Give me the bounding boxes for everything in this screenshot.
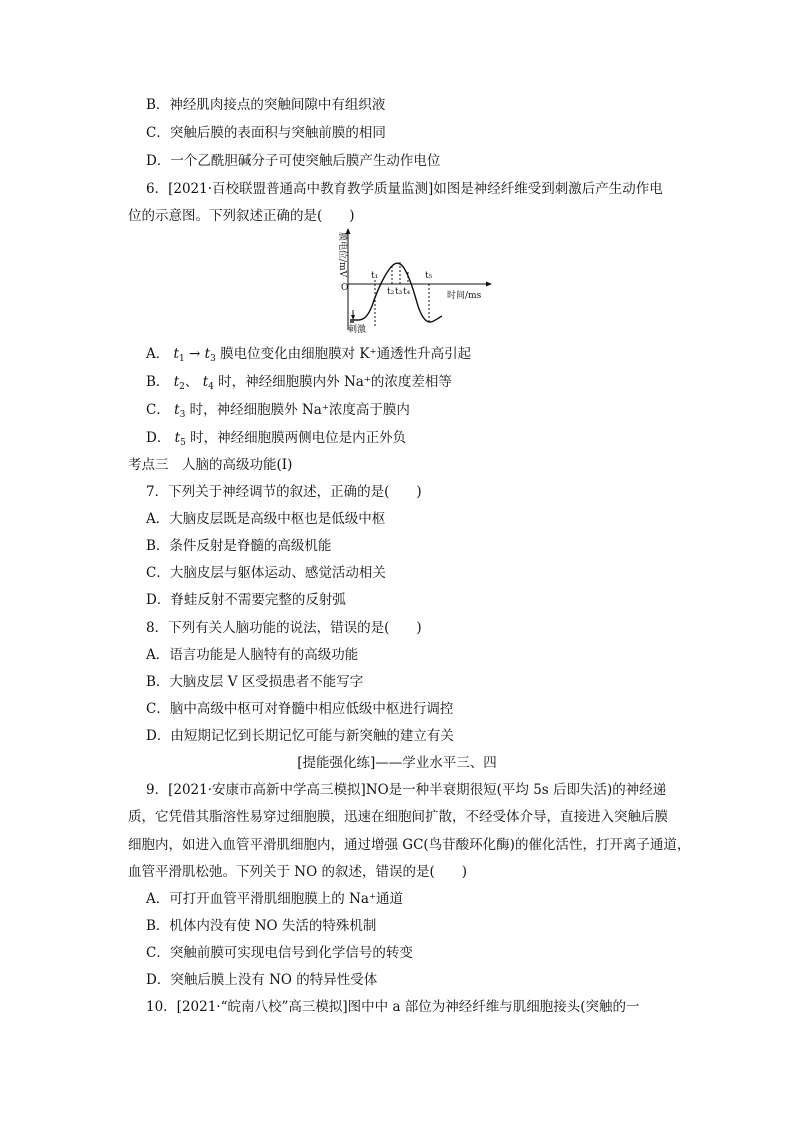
option-c-prefix: C．	[146, 402, 170, 418]
subscript: 1	[178, 354, 185, 364]
t1-label: t₁	[371, 271, 379, 281]
option-c-text: 时，神经细胞膜外 Na⁺浓度高于膜内	[189, 402, 410, 418]
comma: 、	[184, 374, 199, 390]
t2-label: t₂	[387, 287, 395, 297]
question-9-option-c: C．突触前膜可实现电信号到化学信号的转变	[146, 945, 413, 961]
question-9-line-3: 细胞内，如进入血管平滑肌细胞内，通过增强 GC(鸟苷酸环化酶)的催化活性，打开离子通道，	[128, 837, 691, 853]
question-7: 7．下列关于神经调节的叙述，正确的是( )	[146, 484, 422, 500]
option-c-prev: C．突触后膜的表面积与突触前膜的相同	[146, 125, 386, 141]
x-axis-label: 时间/ms	[447, 291, 482, 301]
option-b-text: 时，神经细胞膜内外 Na⁺的浓度差相等	[218, 374, 452, 390]
question-8: 8．下列有关人脑功能的说法，错误的是( )	[146, 620, 422, 636]
question-6-line-1: 6．[2021·百校联盟普通高中教育教学质量监测]如图是神经纤维受到刺激后产生动作电	[146, 181, 663, 197]
subscript: 3	[210, 354, 216, 364]
t-symbol: t	[174, 430, 181, 446]
t-symbol: t	[204, 346, 211, 362]
option-b-prev: B．神经肌肉接点的突触间隙中有组织液	[146, 97, 386, 113]
subscript: 5	[180, 438, 186, 448]
stimulus-label: 刺激	[348, 325, 367, 335]
question-8-option-d: D．由短期记忆到长期记忆可能与新突触的建立有关	[146, 728, 454, 744]
option-a-prefix: A．	[146, 346, 170, 362]
question-9-line-4: 血管平滑肌松弛。下列关于 NO 的叙述，错误的是( )	[128, 864, 467, 880]
t3-label: t₃	[395, 287, 403, 297]
question-6-option-a	[146, 345, 471, 368]
question-8-option-c: C．脑中高级中枢可对脊髓中相应低级中枢进行调控	[146, 701, 454, 717]
question-6-option-d	[146, 429, 406, 452]
question-7-option-d: D．脊蛙反射不需要完整的反射弧	[146, 592, 346, 608]
x-axis-arrow	[486, 282, 492, 287]
question-9-line-1: 9．[2021·安康市高新中学高三模拟]NO是一种半衰期很短(平均 5s 后即失活)的神经递	[146, 782, 667, 798]
option-d-prefix: D．	[146, 430, 171, 446]
question-9-option-a: A．可打开血管平滑肌细胞膜上的 Na⁺通道	[146, 891, 404, 907]
question-7-option-c: C．大脑皮层与躯体运动、感觉活动相关	[146, 565, 386, 581]
y-axis-label: 膜电位/mV	[337, 232, 347, 278]
question-9-option-d: D．突触后膜上没有 NO 的特异性受体	[146, 972, 378, 988]
question-8-option-a: A．语言功能是人脑特有的高级功能	[146, 647, 359, 663]
question-6-option-b	[146, 373, 452, 396]
question-9-option-b: B．机体内没有使 NO 失活的特殊机制	[146, 918, 377, 934]
question-8-option-b: B．大脑皮层 V 区受损患者不能写字	[146, 674, 364, 690]
t-symbol: t	[202, 374, 209, 390]
t5-label: t₅	[425, 271, 433, 281]
question-7-option-a: A．大脑皮层既是高级中枢也是低级中枢	[146, 511, 386, 527]
t-symbol: t	[173, 346, 179, 362]
action-potential-figure	[334, 226, 494, 338]
option-a-text: 膜电位变化由细胞膜对 K⁺通透性升高引起	[220, 346, 472, 362]
question-10: 10．[2021·“皖南八校”高三模拟]图中中 a 部位为神经纤维与肌细胞接头(突触的一	[146, 999, 640, 1015]
question-6-line-2: 位的示意图。下列叙述正确的是( )	[128, 208, 355, 224]
stimulus-arrow-head	[351, 315, 355, 320]
question-9-line-2: 质，它凭借其脂溶性易穿过细胞膜，迅速在细胞间扩散，不经受体介导，直接进入突触后膜	[128, 809, 668, 825]
option-d-prev: D．一个乙酰胆碱分子可使突触后膜产生动作电位	[146, 153, 441, 169]
t4-label: t₄	[403, 287, 411, 297]
t-symbol: t	[174, 402, 180, 418]
practice-heading: [提能强化练]——学业水平三、四	[297, 755, 497, 771]
origin-label: O	[341, 283, 349, 293]
subscript: 2	[179, 382, 185, 392]
question-6-option-c	[146, 401, 410, 424]
section-heading: 考点三 人脑的高级功能(Ⅰ)	[128, 457, 293, 473]
option-d-text: 时，神经细胞膜两侧电位是内正外负	[190, 430, 407, 446]
option-b-prefix: B．	[146, 374, 170, 390]
arrow-symbol: →	[189, 346, 201, 362]
subscript: 4	[208, 382, 214, 392]
action-potential-graph	[334, 226, 494, 338]
question-7-option-b: B．条件反射是脊髓的高级机能	[146, 538, 332, 554]
t-symbol: t	[173, 374, 180, 390]
subscript: 3	[179, 410, 186, 420]
